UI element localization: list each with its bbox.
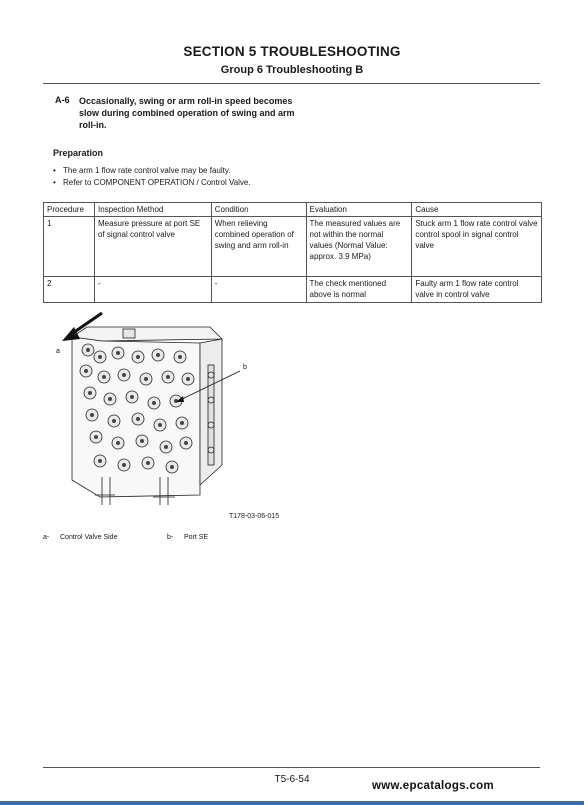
figure-id: T178-03-06-015 xyxy=(229,513,280,520)
cell-cause: Stuck arm 1 flow rate control valve control spool in signal control valve xyxy=(412,217,542,277)
watermark: www.epcatalogs.com xyxy=(372,780,494,792)
cell-inspection-method: - xyxy=(94,277,211,303)
group-title: Group 6 Troubleshooting B xyxy=(220,64,364,76)
cell-condition: When relieving combined operation of swing and arm roll-in xyxy=(211,217,306,277)
preparation-list xyxy=(53,165,251,189)
legend-text-a: Control Valve Side xyxy=(60,534,118,541)
issue-code: A-6 xyxy=(55,95,70,105)
header-rule xyxy=(43,83,540,84)
section-title: SECTION 5 TROUBLESHOOTING xyxy=(183,44,401,59)
header-cause: Cause xyxy=(412,203,542,217)
cell-procedure: 1 xyxy=(44,217,95,277)
legend-key-a: a- xyxy=(43,534,50,541)
table-row xyxy=(44,217,542,277)
troubleshooting-table xyxy=(43,202,542,303)
footer-rule xyxy=(43,767,540,768)
issue-text: Occasionally, swing or arm roll-in speed becomes slow during combined operation of swing and arm roll-in. xyxy=(79,96,295,130)
header-inspection-method: Inspection Method xyxy=(94,203,211,217)
table-row xyxy=(44,277,542,303)
header-condition: Condition xyxy=(211,203,306,217)
bottom-bar xyxy=(0,801,584,805)
cell-condition: - xyxy=(211,277,306,303)
header-evaluation: Evaluation xyxy=(306,203,412,217)
cell-evaluation: The measured values are not within the normal values (Normal Value: approx. 3.9 MPa) xyxy=(306,217,412,277)
cell-inspection-method: Measure pressure at port SE of signal control valve xyxy=(94,217,211,277)
figure-label-b: b xyxy=(243,364,247,371)
cell-cause: Faulty arm 1 flow rate control valve in control valve xyxy=(412,277,542,303)
figure-label-a: a xyxy=(56,348,60,355)
control-valve-illustration xyxy=(40,305,250,510)
preparation-title: Preparation xyxy=(53,148,104,158)
table-header-row xyxy=(44,203,542,217)
legend-text-b: Port SE xyxy=(184,534,209,541)
legend-key-b: b- xyxy=(167,534,174,541)
preparation-bullet: • Refer to COMPONENT OPERATION / Control Valve. xyxy=(53,177,251,189)
header-procedure: Procedure xyxy=(44,203,95,217)
cell-evaluation: The check mentioned above is normal xyxy=(306,277,412,303)
preparation-bullet: • The arm 1 flow rate control valve may be faulty. xyxy=(53,165,251,177)
cell-procedure: 2 xyxy=(44,277,95,303)
page-number: T5-6-54 xyxy=(274,774,310,785)
